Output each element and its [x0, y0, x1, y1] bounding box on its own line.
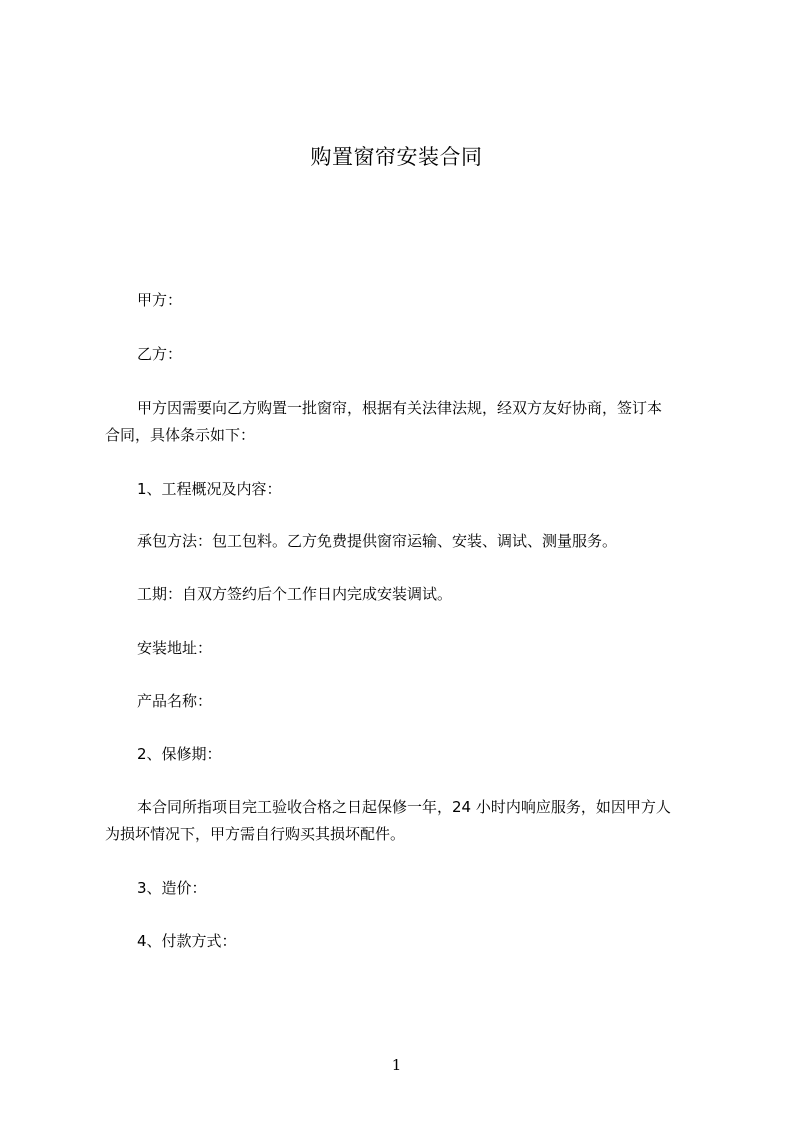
document-title: 购置窗帘安装合同 [310, 145, 483, 169]
duration-text: 工期：自双方签约后个工作日内完成安装调试。 [137, 585, 453, 603]
intro-paragraph-line-1: 甲方因需要向乙方购置一批窗帘，根据有关法律法规，经双方友好协商，签订本 [137, 399, 663, 417]
party-b-label: 乙方： [137, 345, 183, 363]
contract-method-text: 承包方法：包工包料。乙方免费提供窗帘运输、安装、调试、测量服务。 [137, 532, 618, 550]
section-4-heading: 4、付款方式： [137, 932, 237, 950]
warranty-paragraph-line-2: 为损坏情况下，甲方需自行购买其损坏配件。 [105, 825, 406, 843]
install-address-label: 安装地址： [137, 639, 213, 657]
warranty-paragraph-line-1: 本合同所指项目完工验收合格之日起保修一年，24 小时内响应服务，如因甲方人 [137, 798, 671, 816]
section-2-heading: 2、保修期： [137, 745, 222, 763]
intro-paragraph-line-2: 合同，具体条示如下： [105, 426, 256, 444]
page-number: 1 [391, 1056, 402, 1074]
section-3-heading: 3、造价： [137, 879, 207, 897]
section-1-heading: 1、工程概况及内容： [137, 480, 282, 498]
product-name-label: 产品名称： [137, 692, 213, 710]
party-a-label: 甲方： [137, 291, 183, 309]
